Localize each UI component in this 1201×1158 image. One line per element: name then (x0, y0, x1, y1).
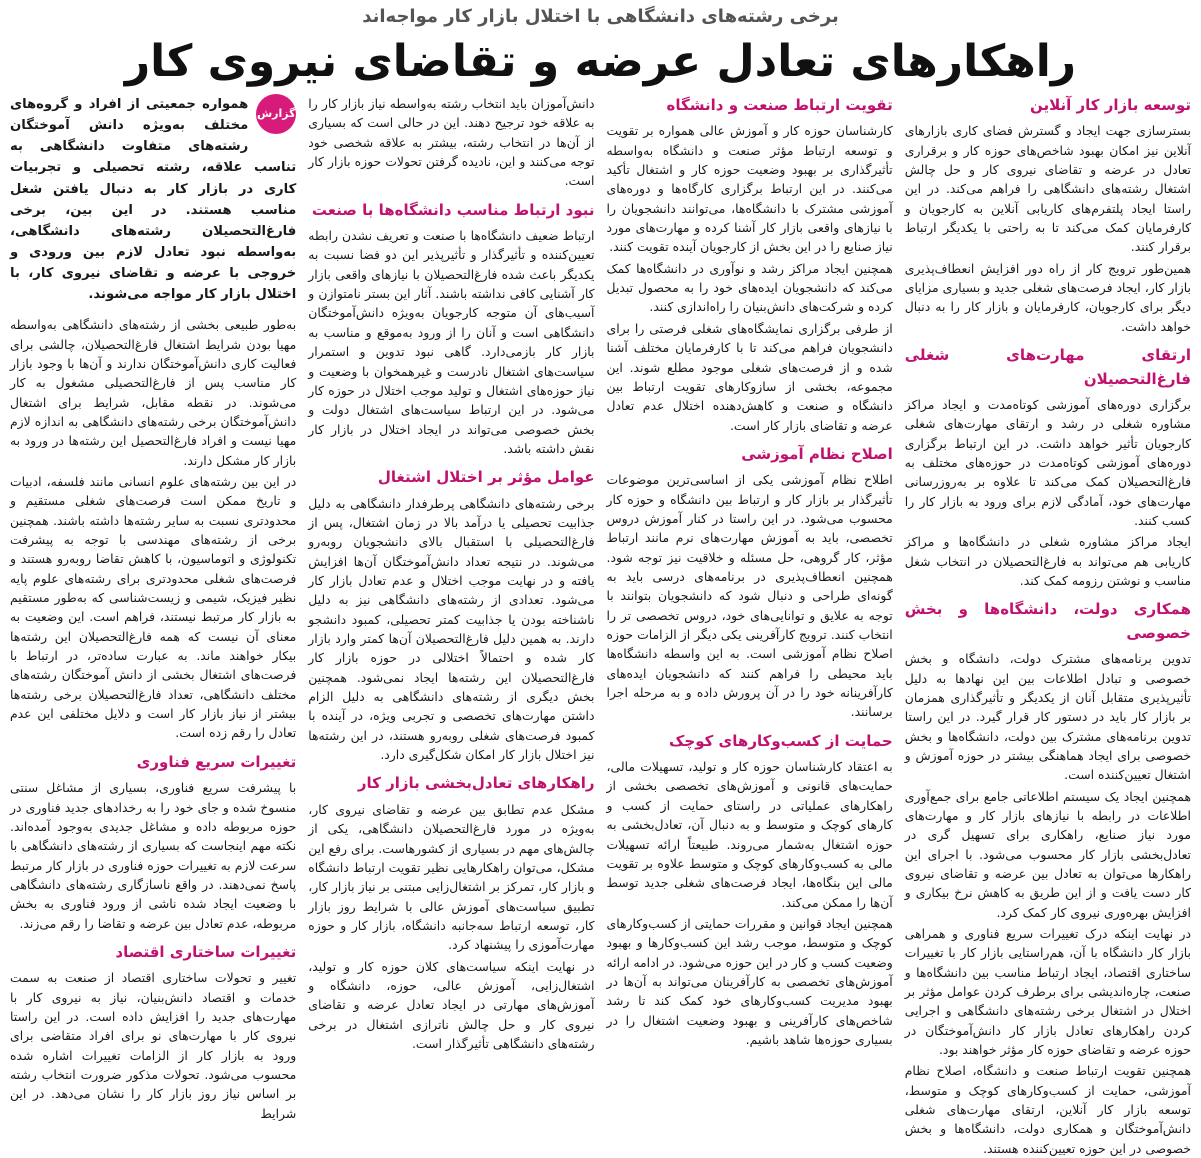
section-heading: نبود ارتباط مناسب دانشگاه‌ها با صنعت (311, 200, 595, 219)
paragraph: همچنین تقویت ارتباط صنعت و دانشگاه، اصلاح نظام آموزشی، حمایت از کسب‌وکارهای کوچک و متوسط، توسعه بازار کار آنلاین، ارتقای مهارت‌های شغلی دانش‌آموختگان و همکاری دولت، دانشگاه‌ها و بخش خصوصی در این حوزه تعیین‌کننده هستند. (904, 1063, 1191, 1156)
paragraph: اطلاح نظام آموزشی یکی از اساسی‌ترین موضوعات تأثیرگذار بر بازار کار و ارتباط بین دانشگاه و حوزه کار محسوب می‌شود. در این راستا در کنار آموزش دروس تخصصی، باید به آموزش مهارت‌های نرم مانند ارتباط مؤثر، کار گروهی، حل مسئله و خلاقیت نیز توجه شود. همچنین انعطاف‌پذیری در برنامه‌های درسی باید به گونه‌ای طراحی و دنبال شود که دانشجویان بتوانند با توجه به علایق و توانایی‌های خود، دروس تخصصی تر را انتخاب کنند. ترویج کارآفرینی یکی دیگر از الزامات حوزه اصلاح نظام آموزشی است. به این واسطه دانشگاه‌ها باید محیطی را فراهم کنند که دانشجویان ایده‌های کارآفرینانه خود را در آن پرورش داده و به مرحله اجرا برسانند. (606, 472, 893, 720)
paragraph: بسترسازی جهت ایجاد و گسترش فضای کاری بازارهای آنلاین نیز امکان بهبود شاخص‌های حوزه کار و برقراری تعادل در عرضه و تقاضای نیروی کار و حل چالش اشتغال رشته‌های دانشگاهی را فراهم می‌کند. در این راستا ایجاد پلتفرم‌های کاریابی آنلاین به کارجویان و کارفرمایان کمک می‌کند تا به راحتی با یکدیگر ارتباط برقرار کنند. (904, 123, 1191, 255)
section-heading: راهکارهای تعادل‌بخشی بازار کار (357, 774, 595, 793)
paragraph: در نهایت اینکه سیاست‌های کلان حوزه کار و تولید، اشتغال‌زایی، آموزش عالی، حوزه، دانشگاه و آموزش‌های مهارتی در ایجاد تعادل عرضه و تقاضای نیروی کار و حل چالش ناترازی اشتغال در برخی رشته‌های دانشگاهی تأثیرگذار است. (308, 958, 595, 1051)
paragraph: به‌طور طبیعی بخشی از رشته‌های دانشگاهی به‌واسطه مهیا بودن شرایط اشتغال فارغ‌التحصیلان، چالشی برای فعالیت کاری دانش‌آموختگان ندارند و آن‌ها با وجود بازار کار مناسب پس از فارغ‌التحصیلی مشغول به کار می‌شوند. در نقطه مقابل، شرایط برای اشتغال دانش‌آموختگان برخی رشته‌های دانشگاهی به اندازه لازم مهیا نیست و افراد فارغ‌التحصیل این رشته‌ها در ورود به بازار کار مشکل دارند. (10, 317, 297, 468)
paragraph: تدوین برنامه‌های مشترک دولت، دانشگاه و بخش خصوصی و تبادل اطلاعات بین این نهادها به دلیل تأثیرپذیری متقابل آنان از یکدیگر و تأثیرگذاری همزمان بر بازار کار باید در دستور کار قرار گیرد. در این راستا تدوین برنامه‌های مشترک بین دولت، دانشگاه‌ها و بخش خصوصی برای ایجاد هماهنگی بیشتر در حوزه آموزش و اشتغال تعیین‌کننده است. (904, 651, 1191, 783)
lead-paragraph: همواره جمعیتی از افراد و گروه‌های مختلف به‌ویژه دانش آموختگان رشته‌های متفاوت دانشگاهی به تناسب علاقه، رشته تحصیلی و تجربیات کاری در بازار کار به دنبال یافتن شغل مناسب هستند. در این بین، برخی فارغ‌التحصیلان رشته‌های دانشگاهی، به‌واسطه نبود تعادل لازم بین ورودی و خروجی با عرضه و تقاضای نیروی کار، با اختلال بازار کار مواجه می‌شوند. (10, 97, 297, 303)
paragraph: از طرفی برگزاری نمایشگاه‌های شغلی فرصتی را برای دانشجویان فراهم می‌کند تا با کارفرمایان مختلف آشنا شده و از فرصت‌های شغلی موجود مطلع شوند. این مجموعه، بخشی از سازوکارهای تقویت ارتباط بین دانشگاه و صنعت و کاهش‌دهنده اختلال عدم تعادل عرضه و تقاضای بازار کار است. (606, 320, 893, 433)
paragraph: برخی رشته‌های دانشگاهی پرطرفدار دانشگاهی به دلیل جذابیت تحصیلی یا درآمد بالا در زمان اشتغال، پس از فارغ‌التحصیلی با استقبال بالای دانشجویان روبه‌رو می‌شوند. در نتیجه تعداد دانش‌آموختگان آن‌ها افزایش یافته و در نهایت موجب اختلال و عدم تعادل بازار کار می‌شود. تعدادی از رشته‌های دانشگاهی نیز به دلیل ناشناخته بودن یا جذابیت کمتر تحصیلی، کمبود دانشجو دارند. به همین دلیل فارغ‌التحصیلان آن‌ها کمتر وارد بازار کار شده و احتمالاً اختلالی در حوزه بازار کار فارغ‌التحصیلان این رشته‌ها ایجاد نمی‌شود. همچنین بخش دیگری از رشته‌های دانشگاهی به دلیل الزام داشتن مهارت‌های تخصصی و تجربی ویژه، در آینده با کمبود فرصت‌های شغلی روبه‌رو هستند، در این رشته‌ها نیز اختلال بازار کار امکان شکل‌گیری دارد. (308, 495, 595, 763)
section-heading: توسعه بازار کار آنلاین (1030, 96, 1191, 114)
paragraph: در این بین رشته‌های علوم انسانی مانند فلسفه، ادبیات و تاریخ ممکن است فرصت‌های شغلی مستقیم و محدودتری نسبت به سایر رشته‌ها داشته باشند. همچنین برخی از رشته‌های مهندسی با توجه به پیشرفت تکنولوژی و اتوماسیون، با کاهش تقاضا روبه‌رو هستند و فرصت‌های شغلی محدودتری برای رشته‌های علوم پایه نظیر فیزیک، شیمی و زیست‌شناسی که به‌طور مستقیم به بازار کار مرتبط نیستند، فراهم است. این وضعیت به معنای آن نیست که همه فارغ‌التحصیلان این رشته‌ها بیکار خواهند ماند. به عبارت ساده‌تر، در ارتباط با فرصت‌های اشتغال بخشی از دانش آموختگان رشته‌های مختلف دانشگاهی، تعداد فارغ‌التحصیلان برخی رشته‌ها بیشتر از نیاز بازار کار است و دلایل مختلفی این عدم تعادل را رقم زده است. (10, 474, 297, 741)
paragraph: همچنین ایجاد قوانین و مقررات حمایتی از کسب‌وکارهای کوچک و متوسط، موجب رشد این کسب‌وکارها و بهبود وضعیت کسب و کار در این حوزه می‌شود. در ادامه ارائه آموزش‌های تخصصی به کارآفرینان می‌تواند به آن‌ها در بهبود مدیریت کسب‌وکارهای خود کمک کند تا رشد شاخص‌های کارآفرینی و بهبود وضعیت اشتغال را در بسیاری حوزه‌ها شاهد باشیم. (606, 915, 893, 1047)
section-heading: تغییرات ساختاری اقتصاد (115, 942, 297, 961)
paragraph: همچنین ایجاد مراکز رشد و نوآوری در دانشگاه‌ها کمک می‌کند که دانشجویان ایده‌های خود را به محصول تبدیل کرده و شرکت‌های دانش‌بنیان را راه‌اندازی کنند. (606, 260, 893, 315)
paragraph: ایجاد مراکز مشاوره شغلی در دانشگاه‌ها و مراکز کاریابی هم می‌تواند به فارغ‌التحصیلان در انتخاب شغل مناسب و نوشتن رزومه کمک کند. (904, 534, 1191, 589)
column-1 (10, 94, 297, 1121)
paragraph: ارتباط ضعیف دانشگاه‌ها با صنعت و تعریف نشدن رابطه تعیین‌کننده و تأثیرگذار و تأثیرپذیر این دو فضا نسبت به یکدیگر باعث شده فارغ‌التحصیلان با نیازهای واقعی بازار کار آشنایی کافی نداشته باشند. آثار این بستر نامتوازن و آسیب‌های آن متوجه کارجویان به‌ویژه دانش‌آموختگان دانشگاهی است و آنان را از ورود به‌موقع و مناسب به بازار کار بازمی‌دارد. گاهی نبود تدوین و استمرار سیاست‌های اشتغال نادرست و غیرهمخوان با وضعیت و نیاز حوزه‌های اشتغال و تولید موجب اختلال در حوزه کار می‌شود. در این ارتباط سیاست‌های اشتغال دولت و بخش خصوصی می‌تواند در ایجاد اختلال در بازار کار نقش داشته باشد. (308, 228, 595, 456)
paragraph: دانش‌آموزان باید انتخاب رشته به‌واسطه نیاز بازار کار را به علاقه خود ترجیح دهند. این در حالی است که بسیاری از آن‌ها در انتخاب رشته، بیشتر به علاقه شخصی خود توجه می‌کنند و این، نادیده گرفتن تحولات حوزه بازار کار است. (308, 96, 595, 189)
section-heading: حمایت از کسب‌وکارهای کوچک (669, 731, 893, 750)
article-columns (10, 94, 1191, 1156)
headline: راهکارهای تعادل عرضه و تقاضای نیروی کار (124, 36, 1077, 87)
paragraph: تغییر و تحولات ساختاری اقتصاد از صنعت به سمت خدمات و اقتصاد دانش‌بنیان، نیاز به نیروی کار با مهارت‌های جدید را افزایش داده است. در این راستا نیروی کار با مهارت‌های نو برای افراد متقاضی برای ورود به بازار کار از الزامات تغییرات اشاره شده محسوب می‌شود. تحولات مذکور ضرورت انتخاب رشته بر اساس نیاز روز بازار کار را نشان می‌دهد. در این شرایط (10, 970, 297, 1121)
section-heading: ارتقای مهارت‌های شغلی فارغ‌التحصیلان (904, 346, 1191, 388)
paragraph: برگزاری دوره‌های آموزشی کوتاه‌مدت و ایجاد مراکز مشاوره شغلی در رشد و ارتقای مهارت‌های شغلی کارجویان تأثیر خواهد داشت. در این ارتباط برگزاری دوره‌های آموزشی کوتاه‌مدت در حوزه‌های مختلف به فارغ‌التحصیلان کمک می‌کند تا علاوه بر به‌روزرسانی مهارت‌های خود، آمادگی لازم برای ورود به بازار کار را کسب کنند. (904, 396, 1191, 529)
section-heading: اصلاح نظام آموزشی (741, 444, 893, 463)
paragraph: مشکل عدم تطابق بین عرضه و تقاضای نیروی کار، به‌ویژه در مورد فارغ‌التحصیلان دانشگاهی، یکی از چالش‌های مهم در بسیاری از کشورهاست. برای رفع این مشکل، می‌توان راهکارهایی نظیر تقویت ارتباط دانشگاه و بازار کار، تمرکز بر اشتغال‌زایی مبتنی بر نیاز بازار کار، تطبیق سیاست‌های آموزش عالی با شرایط روز بازار کار، توسعه ارتباط سه‌جانبه دانشگاه، بازار کار و حوزه مهارت‌آموزی را پیشنهاد کرد. (308, 801, 595, 953)
column-2 (308, 94, 595, 1051)
section-heading: همکاری دولت، دانشگاه‌ها و بخش خصوصی (904, 600, 1191, 642)
paragraph: همچنین ایجاد یک سیستم اطلاعاتی جامع برای جمع‌آوری اطلاعات در رابطه با نیازهای بازار کار و مهارت‌های مورد نیاز صنایع، راهکاری برای تسهیل گری در تعادل‌بخشی بازار کار محسوب می‌شود. با اجرای این راهکارها می‌توان به تعادل بین عرضه و تقاضای نیروی کار دست یافت و از این طریق به کاهش نرخ بیکاری و افزایش بهره‌وری نیروی کار کمک کرد. (904, 788, 1191, 920)
paragraph: همین‌طور ترویج کار از راه دور افزایش انعطاف‌پذیری بازار کار، ایجاد فرصت‌های شغلی جدید و بسیاری مزایای دیگر برای کارجویان، کارفرمایان و بازار کار را به دنبال خواهد داشت. (904, 260, 1191, 334)
section-heading: تغییرات سریع فناوری (136, 752, 297, 771)
section-heading: عوامل مؤثر بر اختلال اشتغال (377, 468, 595, 487)
column-3 (606, 94, 893, 1047)
section-heading: تقویت ارتباط صنعت و دانشگاه (666, 96, 893, 114)
report-badge: گزارش (256, 94, 296, 134)
paragraph: در نهایت اینکه درک تغییرات سریع فناوری و همراهی بازار کار دانشگاه با آن، هم‌راستایی بازار کار با تغییرات ساختاری اقتصاد، ایجاد ارتباط مناسب بین دانشگاه‌ها و صنعت، چاره‌اندیشی برای برطرف کردن عوامل مؤثر بر اختلال در اشتغال برخی رشته‌های دانشگاهی و اجرایی کردن راهکارهای تعادل بازار کار دانش‌آموختگان در حوزه عرضه و تقاضای حوزه کار مؤثر خواهند بود. (904, 925, 1191, 1058)
kicker-line: برخی رشته‌های دانشگاهی با اختلال بازار کار مواجه‌اند (362, 6, 839, 27)
paragraph: کارشناسان حوزه کار و آموزش عالی همواره بر تقویت و توسعه ارتباط مؤثر صنعت و دانشگاه به‌واسطه تأثیرگذاری بر بهبود وضعیت حوزه کار و اشتغال تأکید می‌کنند. در این ارتباط برگزاری کارگاه‌ها و دوره‌های آموزشی مشترک با دانشگاه‌ها، می‌توانند دانشجویان را با نیازهای واقعی بازار کار آشنا کرده و مهارت‌های مورد نیاز صنایع را در این بخش از کارجویان آینده تقویت کنند. (606, 123, 893, 255)
column-4 (904, 94, 1191, 1156)
paragraph: با پیشرفت سریع فناوری، بسیاری از مشاغل سنتی منسوخ شده و جای خود را به رخدادهای جدید فناوری در حوزه مربوطه داده و مشاغل جدیدی به‌وجود آمده‌اند. نکته مهم اینجاست که بسیاری از رشته‌های دانشگاهی با سرعت لازم به تغییرات حوزه فناوری در بازار کار مرتبط پاسخ نمی‌دهند. در واقع ناسازگاری رشته‌های دانشگاهی با وضعیت ایجاد شده ناشی از ورود فناوری به بخش مربوطه، عدم تعادل بین عرضه و تقاضا را رقم می‌زند. (10, 780, 297, 931)
paragraph: به اعتقاد کارشناسان حوزه کار و تولید، تسهیلات مالی، حمایت‌های قانونی و آموزش‌های تخصصی بخشی از راهکارهای عملیاتی در راستای حمایت از کسب و کارهای کوچک و متوسط و به دنبال آن، تعادل‌بخشی به حوزه اشتغال به‌شمار می‌روند. طبیعتاً ارائه تسهیلات مالی به کسب‌وکارهای کوچک و متوسط علاوه بر تقویت مالی این بنگاه‌ها، ایجاد فرصت‌های شغلی جدید توسط آن‌ها را ممکن می‌کند. (606, 759, 893, 910)
